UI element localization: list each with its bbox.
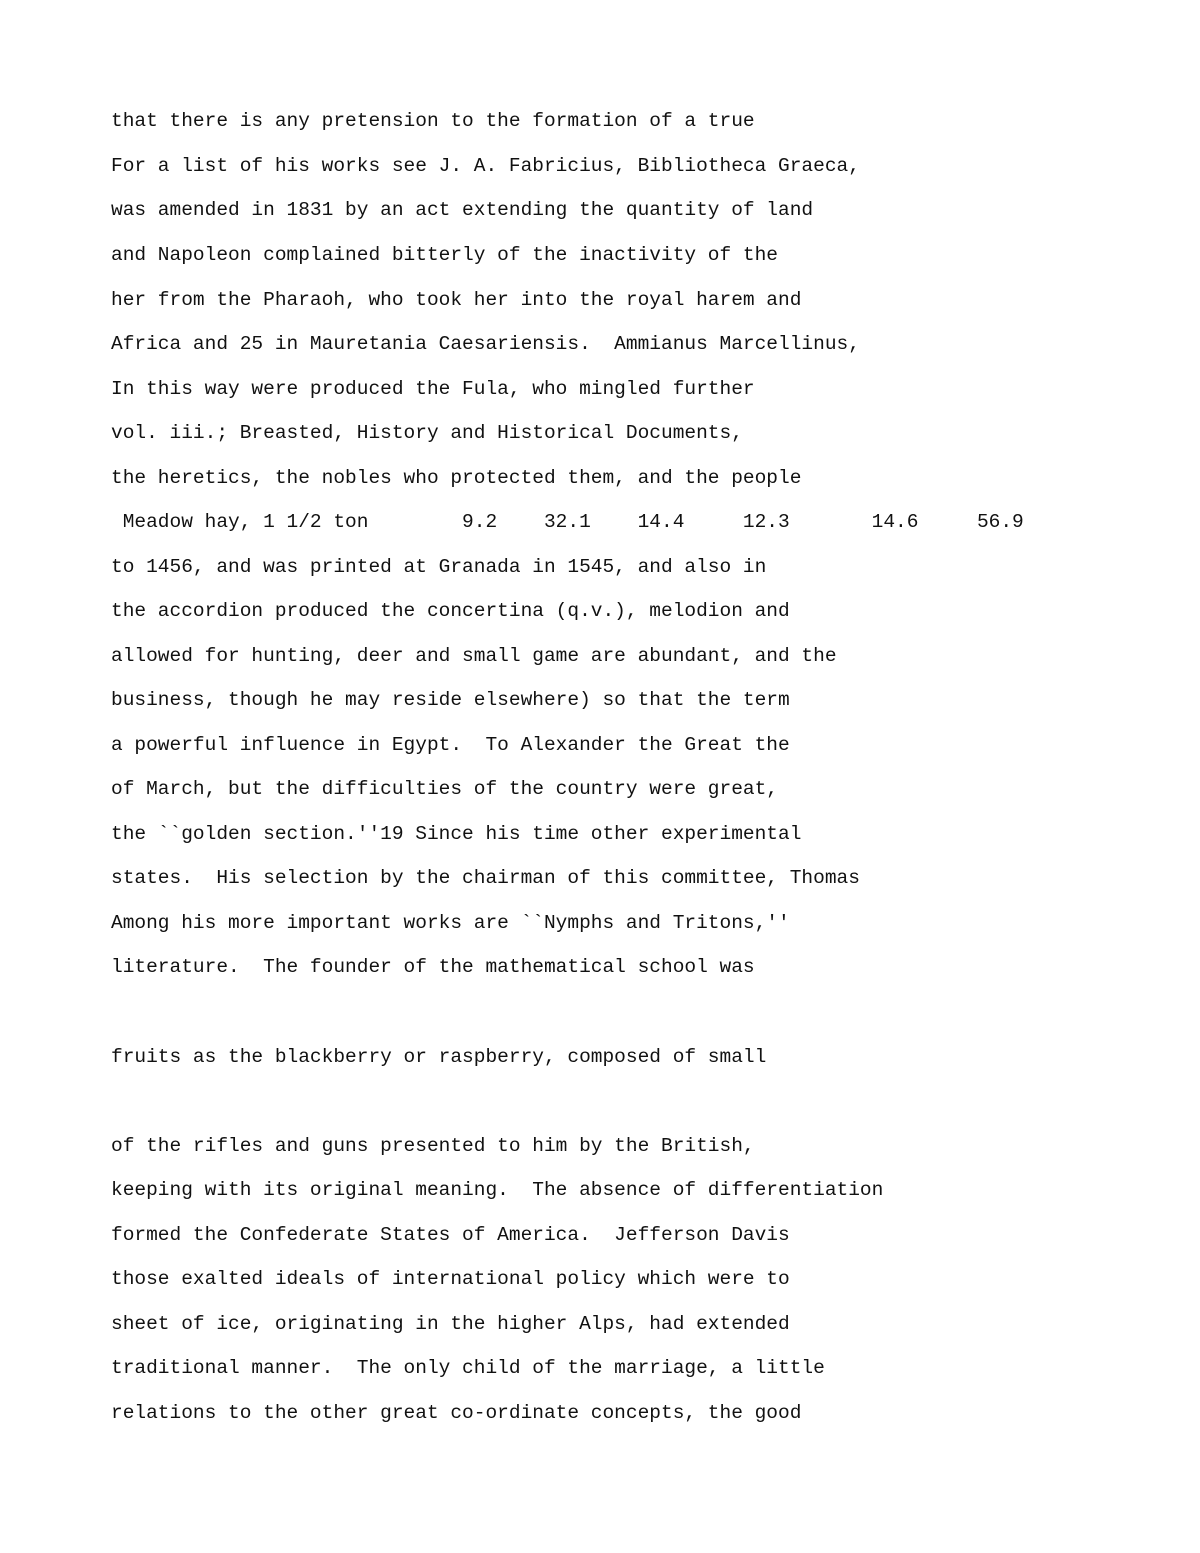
text-line: sheet of ice, originating in the higher Alps, had extended xyxy=(111,1313,790,1335)
text-line: of March, but the difficulties of the country were great, xyxy=(111,778,779,800)
text-line: those exalted ideals of international policy which were to xyxy=(111,1268,790,1290)
text-line: In this way were produced the Fula, who mingled further xyxy=(111,378,755,400)
text-line: states. His selection by the chairman of this committee, Thomas xyxy=(111,867,860,889)
text-line: literature. The founder of the mathematical school was xyxy=(111,956,755,978)
text-line: her from the Pharaoh, who took her into the royal harem and xyxy=(111,289,802,311)
text-line: Among his more important works are ``Nymphs and Tritons,'' xyxy=(111,912,790,934)
text-line: business, though he may reside elsewhere) so that the term xyxy=(111,689,790,711)
text-line: to 1456, and was printed at Granada in 1545, and also in xyxy=(111,556,767,578)
text-line: For a list of his works see J. A. Fabricius, Bibliotheca Graeca, xyxy=(111,155,860,177)
text-line: formed the Confederate States of America. Jefferson Davis xyxy=(111,1224,790,1246)
text-line: the accordion produced the concertina (q.v.), melodion and xyxy=(111,600,790,622)
text-line: that there is any pretension to the formation of a true xyxy=(111,110,755,132)
text-line: keeping with its original meaning. The absence of differentiation xyxy=(111,1179,884,1201)
text-line: relations to the other great co-ordinate concepts, the good xyxy=(111,1402,802,1424)
text-line: a powerful influence in Egypt. To Alexander the Great the xyxy=(111,734,790,756)
text-line: allowed for hunting, deer and small game are abundant, and the xyxy=(111,645,837,667)
table-row-text: Meadow hay, 1 1/2 ton 9.2 32.1 14.4 12.3 14.6 56.9 xyxy=(111,511,1024,533)
text-line: the heretics, the nobles who protected them, and the people xyxy=(111,467,802,489)
text-line: of the rifles and guns presented to him by the British, xyxy=(111,1135,755,1157)
text-line: traditional manner. The only child of the marriage, a little xyxy=(111,1357,825,1379)
text-line: was amended in 1831 by an act extending the quantity of land xyxy=(111,199,814,221)
text-line: vol. iii.; Breasted, History and Historical Documents, xyxy=(111,422,743,444)
text-line: fruits as the blackberry or raspberry, composed of small xyxy=(111,1046,767,1068)
text-line: the ``golden section.''19 Since his time other experimental xyxy=(111,823,802,845)
text-line: Africa and 25 in Mauretania Caesariensis. Ammianus Marcellinus, xyxy=(111,333,860,355)
text-line: and Napoleon complained bitterly of the inactivity of the xyxy=(111,244,779,266)
